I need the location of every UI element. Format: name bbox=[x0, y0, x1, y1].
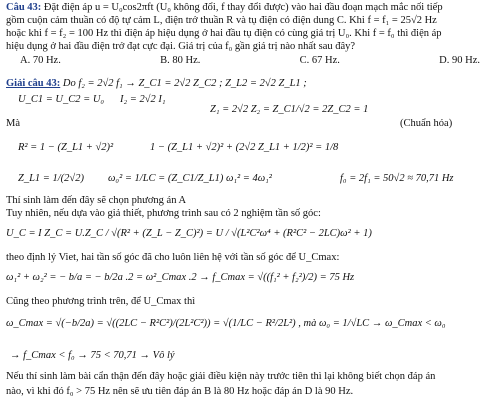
question-label: Câu 43: bbox=[6, 2, 42, 13]
option-d: D. 90 Hz. bbox=[439, 55, 480, 66]
text-two-roots: Tuy nhiên, nếu dựa vào giả thiết, phương trình sau có 2 nghiệm tần số góc: bbox=[6, 208, 321, 219]
option-c: C. 67 Hz. bbox=[299, 55, 340, 66]
text-conclusion-2: nào, vì khi đó f₀ > 75 Hz nên sẽ ưu tiên đáp án B là 80 Hz hoặc đáp án D là 90 Hz. bbox=[6, 386, 354, 397]
equation-4a: Z_L1 = 1/(2√2) bbox=[18, 173, 84, 184]
equation-7: ω_Cmax = √(−b/2a) = √((2LC − R²C²)/(2L²C²)) = √(1/LC − R²/2L²) , mà ω₀ = 1/√LC → ω_Cmax < ω₀ bbox=[6, 318, 446, 329]
equation-4b: ω₀² = 1/LC = (Z_C1/Z_L1) ω₁² = 4ω₁² bbox=[108, 173, 272, 184]
equation-2c: Z₁ = 2√2 Z₂ = Z_C1/√2 = 2Z_C2 = 1 bbox=[210, 104, 369, 115]
equation-1: Do f₂ = 2√2 f₁ → Z_C1 = 2√2 Z_C2 ; Z_L2 = 2√2 Z_L1 ; bbox=[62, 78, 307, 89]
equation-5: U_C = I Z_C = U.Z_C / √(R² + (Z_L − Z_C)²) = U / √(L²C²ω⁴ + (R²C² − 2LC)ω² + 1) bbox=[6, 228, 372, 239]
question-text-4: hiệu dụng ở hai đầu điện trở đạt cực đại. Giá trị của f₀ gần giá trị nào nhất sau đây? bbox=[6, 41, 356, 52]
chuan-hoa-label: (Chuẩn hóa) bbox=[400, 118, 453, 129]
text-conclusion-1: Nếu thí sinh làm bài cẩn thận đến đây hoặc giải điều kiện này trước tiên thì lại không biết chọn đáp án bbox=[6, 371, 436, 382]
answer-options bbox=[20, 55, 480, 66]
text-viet: theo định lý Viet, hai tần số góc đã cho luôn liên hệ với tần số góc để U_Cmax: bbox=[6, 252, 340, 263]
equation-2a: U_C1 = U_C2 = U₀ bbox=[18, 94, 105, 105]
solution-line-1 bbox=[6, 78, 307, 90]
option-b: B. 80 Hz. bbox=[160, 55, 201, 66]
option-a: A. 70 Hz. bbox=[20, 55, 61, 66]
question-text-2: gồm cuộn cảm thuần có độ tự cảm L, điện trở thuần R và tụ điện có điện dung C. Khi f = f₁ = 25√2 Hz bbox=[6, 15, 437, 26]
equation-4c: f₀ = 2f₁ = 50√2 ≈ 70,71 Hz bbox=[340, 173, 454, 184]
equation-2b: I₂ = 2√2 I₁ bbox=[120, 94, 166, 105]
question-text-1: Đặt điện áp u = U₀cos2πft (U₀ không đổi, f thay đổi được) vào hai đầu đoạn mạch mắc nối tiếp bbox=[43, 2, 443, 13]
text-ucmax: Cũng theo phương trình trên, để U_Cmax thì bbox=[6, 296, 196, 307]
text-choose-a: Thí sinh làm đến đây sẽ chọn phương án A bbox=[6, 195, 187, 206]
equation-3a: R² = 1 − (Z_L1 + √2)² bbox=[18, 142, 114, 153]
question-text-3: hoặc khi f = f₂ = 100 Hz thì điện áp hiệu dụng ở hai đầu tụ điện có cùng giá trị U₀. Khi f = f₀ thì điện áp bbox=[6, 28, 442, 39]
equation-6: ω₁² + ω₂² = − b/a = − b/2a .2 = ω²_Cmax .2 → f_Cmax = √((f₁² + f₂²)/2) = 75 Hz bbox=[6, 272, 355, 283]
equation-8: → f_Cmax < f₀ → 75 < 70,71 → Vô lý bbox=[10, 350, 175, 361]
question-line-1 bbox=[6, 2, 443, 14]
ma-label: Mà bbox=[6, 118, 20, 129]
solution-label: Giải câu 43: bbox=[6, 78, 61, 89]
equation-3b: 1 − (Z_L1 + √2)² + (2√2 Z_L1 + 1/2)² = 1/8 bbox=[150, 142, 339, 153]
